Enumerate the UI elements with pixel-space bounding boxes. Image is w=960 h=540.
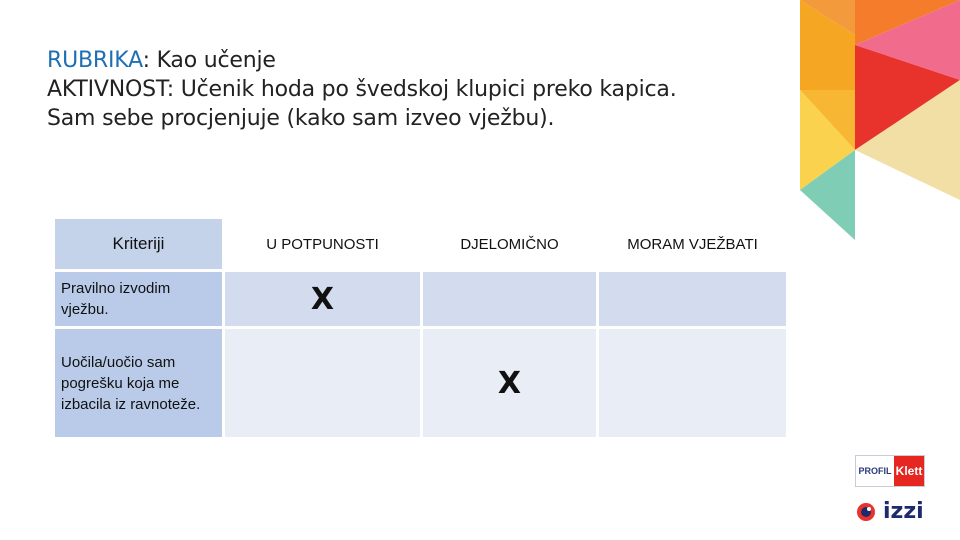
izzi-text: izzi bbox=[883, 499, 924, 524]
mark-cell bbox=[225, 329, 420, 437]
rubric-table bbox=[52, 216, 789, 440]
publisher-logos bbox=[855, 455, 925, 524]
header-criteria: Kriteriji bbox=[55, 219, 222, 269]
criterion-cell: Pravilno izvodim vježbu. bbox=[55, 272, 222, 326]
izzi-mark-icon bbox=[855, 501, 877, 523]
table-row bbox=[55, 272, 786, 326]
profil-klett-logo bbox=[855, 455, 925, 487]
criterion-cell: Uočila/uočio sam pogrešku koja me izbacila iz ravnoteže. bbox=[55, 329, 222, 437]
klett-text: Klett bbox=[894, 456, 924, 486]
mark-cell: X bbox=[225, 272, 420, 326]
decorative-triangles bbox=[800, 0, 960, 240]
mark-cell bbox=[599, 272, 786, 326]
mark-cell: X bbox=[423, 329, 596, 437]
heading-line-3: Sam sebe procjenjuje (kako sam izveo vježbu). bbox=[47, 106, 555, 131]
rubric-title: : Kao učenje bbox=[142, 48, 276, 73]
heading-line-2: AKTIVNOST: Učenik hoda po švedskoj klupici preko kapica. bbox=[47, 77, 677, 102]
table-row bbox=[55, 329, 786, 437]
rubric-label: RUBRIKA bbox=[47, 48, 143, 73]
header-row bbox=[55, 219, 786, 269]
mark-cell bbox=[423, 272, 596, 326]
izzi-logo bbox=[855, 499, 925, 524]
header-fully: U POTPUNOSTI bbox=[225, 219, 420, 269]
profil-text: PROFIL bbox=[856, 456, 894, 486]
mark-cell bbox=[599, 329, 786, 437]
header-need-practice: MORAM VJEŽBATI bbox=[599, 219, 786, 269]
activity-heading bbox=[47, 46, 677, 133]
heading-line-1 bbox=[47, 46, 677, 75]
header-partially: DJELOMIČNO bbox=[423, 219, 596, 269]
